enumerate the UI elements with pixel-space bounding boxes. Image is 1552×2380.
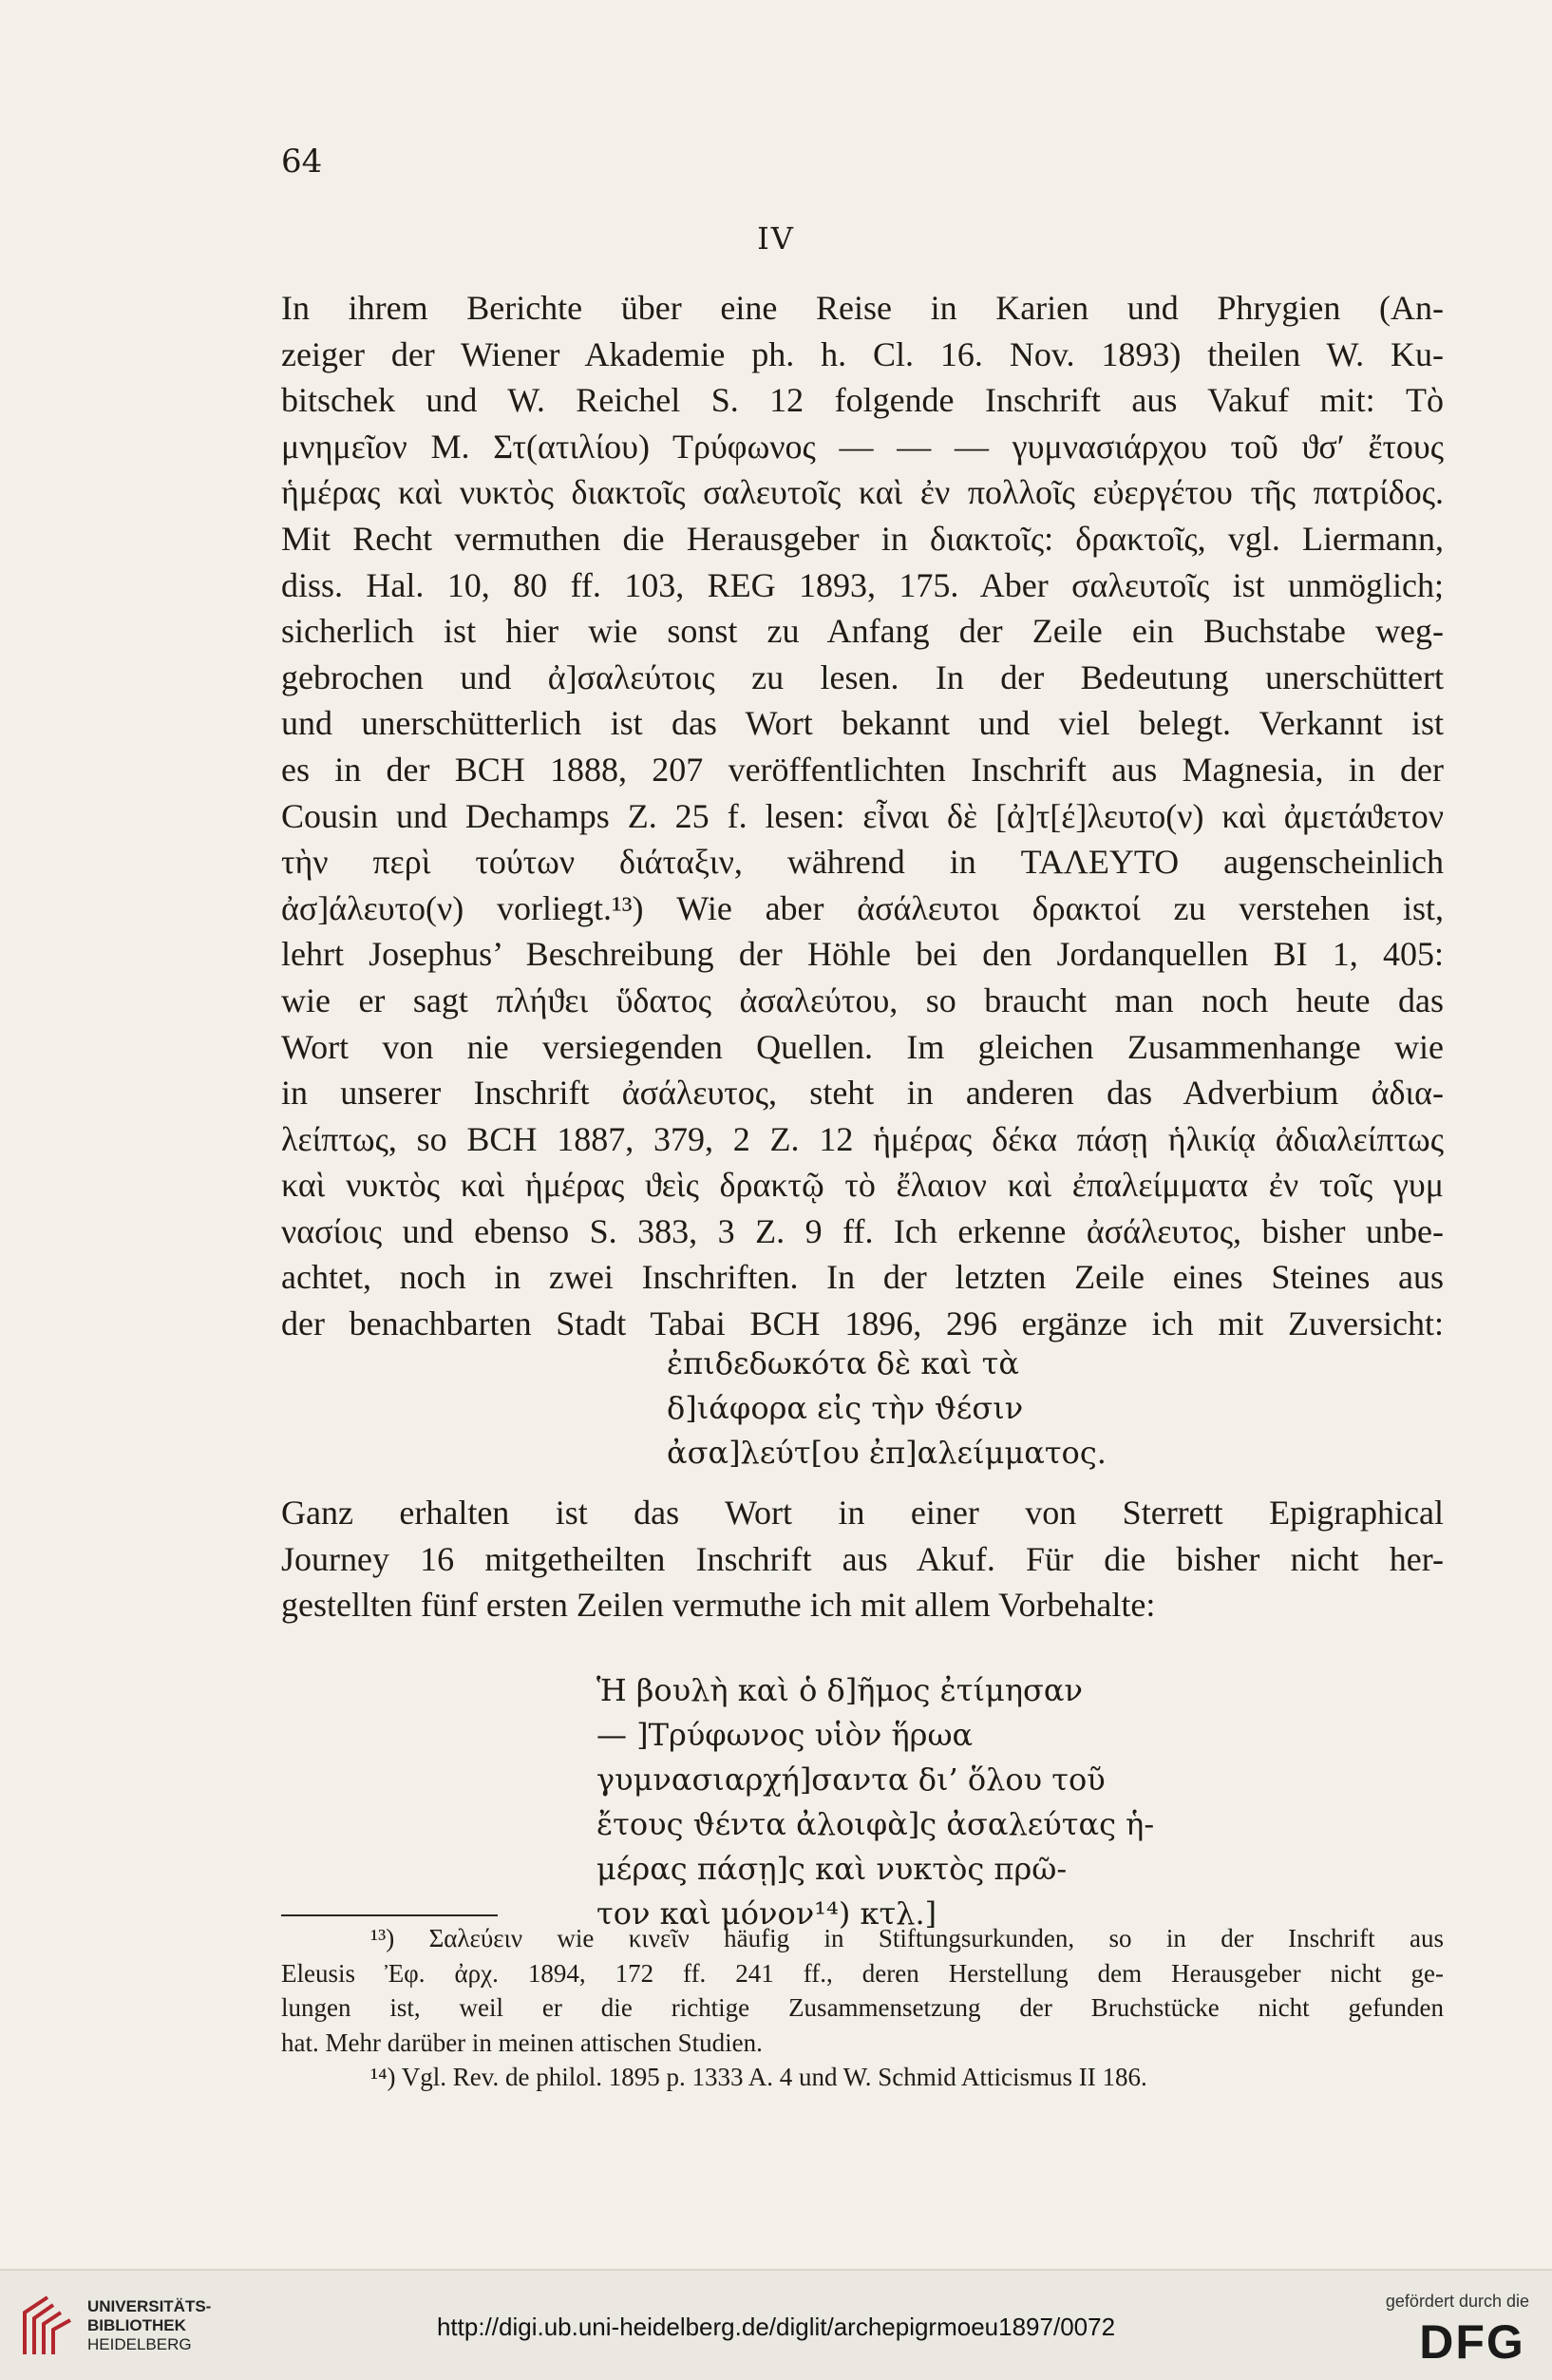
text-line: λείπτως, so BCH 1887, 379, 2 Z. 12 ἡμέρας δέκα πάσῃ ἡλικίᾳ ἀδιαλείπτως: [281, 1119, 1444, 1158]
digitization-footer: [0, 2269, 1552, 2380]
inscription-line: δ]ιάφορα εἰς τὴν ϑέσιν: [667, 1390, 1024, 1426]
inscription-line: — ]Τρύφωνος υἱὸν ἥρωα: [596, 1717, 974, 1753]
text-line: diss. Hal. 10, 80 ff. 103, REG 1893, 175. Aber σαλευτοῖς ist unmöglich;: [281, 565, 1444, 604]
text-line: νασίοις und ebenso S. 383, 3 Z. 9 ff. Ich erkenne ἀσάλευτος, bisher unbe-: [281, 1211, 1444, 1250]
text-line: der benachbarten Stadt Tabai BCH 1896, 296 ergänze ich mit Zuversicht:: [281, 1304, 1444, 1343]
text-line: es in der BCH 1888, 207 veröffentlichten Inschrift aus Magnesia, in der: [281, 750, 1444, 789]
footnote-line: ¹³) Σαλεύειν wie κινεῖν häufig in Stiftungsurkunden, so in der Inschrift aus: [370, 1924, 1444, 1952]
footnote-13: [281, 1921, 1444, 2060]
footnote-line: ¹⁴) Vgl. Rev. de philol. 1895 p. 1333 A. 4 und W. Schmid Atticismus II 186.: [370, 2063, 1147, 2091]
text-line: bitschek und W. Reichel S. 12 folgende Inschrift aus Vakuf mit: Τὸ: [281, 381, 1444, 420]
source-url-link[interactable]: http://digi.ub.uni-heidelberg.de/diglit/archepigrmoeu1897/0072: [436, 2313, 1116, 2341]
funding-label: gefördert durch die: [1385, 2292, 1529, 2311]
inscription-line: Ἡ βουλὴ καὶ ὁ δ]ῆμος ἐτίμησαν: [596, 1672, 1083, 1708]
footnote-14: [281, 2060, 1444, 2095]
text-line: Wort von nie versiegenden Quellen. Im gleichen Zusammenhange wie: [281, 1027, 1444, 1066]
text-line: lehrt Josephus’ Beschreibung der Höhle bei den Jordanquellen BI 1, 405:: [281, 935, 1444, 974]
text-line: in unserer Inschrift ἀσάλευτος, steht in anderen das Adverbium ἀδια-: [281, 1074, 1444, 1113]
inscription-line: ἔτους ϑέντα ἀλοιφὰ]ς ἀσαλεύτας ἡ-: [596, 1806, 1155, 1842]
inscription-line: γυμνασιαρχή]σαντα δι’ ὅλου τοῦ: [596, 1761, 1106, 1798]
text-line: gestellten fünf ersten Zeilen vermuthe ich mit allem Vorbehalte:: [281, 1586, 1156, 1625]
inscription-line: ἀσα]λεύτ[ου ἐπ]αλείμματος.: [667, 1435, 1107, 1471]
text-line: μνημεῖον Μ. Στ(ατιλίου) Τρύφωνος — — — γυμνασιάρχου τοῦ ϑσʹ ἔτους: [281, 427, 1444, 466]
footnote-line: hat. Mehr darüber in meinen attischen Studien.: [281, 2028, 763, 2057]
text-line: gebrochen und ἀ]σαλεύτοις zu lesen. In der Bedeutung unerschüttert: [281, 657, 1444, 696]
text-line: ἡμέρας καὶ νυκτὸς διακτοῖς σαλευτοῖς καὶ ἐν πολλοῖς εὐεργέτου τῆς πατρίδος.: [281, 473, 1444, 512]
footnote-line: lungen ist, weil er die richtige Zusammensetzung der Bruchstücke nicht gefunden: [281, 1993, 1444, 2022]
text-line: wie er sagt πλήϑει ὕδατος ἀσαλεύτου, so braucht man noch heute das: [281, 981, 1444, 1019]
paragraph-1: [281, 285, 1444, 1347]
inscription-line: τον καὶ μόνον¹⁴) κτλ.]: [596, 1895, 937, 1932]
text-line: Ganz erhalten ist das Wort in einer von Sterrett Epigraphical: [281, 1494, 1444, 1532]
text-line: sicherlich ist hier wie sonst zu Anfang der Zeile ein Buchstabe weg-: [281, 612, 1444, 651]
inscription-tabai: [0, 1342, 1552, 1476]
text-line: In ihrem Berichte über eine Reise in Karien und Phrygien (An-: [281, 289, 1444, 327]
text-line: achtet, noch in zwei Inschriften. In der letzten Zeile eines Steines aus: [281, 1258, 1444, 1297]
text-line: zeiger der Wiener Akademie ph. h. Cl. 16. Nov. 1893) theilen W. Ku-: [281, 334, 1444, 373]
footnote-divider: [281, 1914, 498, 1916]
section-heading: IV: [757, 220, 795, 257]
library-name-line: BIBLIOTHEK: [87, 2316, 186, 2334]
inscription-akuf: [0, 1668, 1552, 1936]
library-name-line: HEIDELBERG: [87, 2335, 192, 2353]
text-line: Journey 16 mitgetheilten Inschrift aus Akuf. Für die bisher nicht her-: [281, 1539, 1444, 1578]
inscription-line: μέρας πάσῃ]ς καὶ νυκτὸς πρῶ-: [596, 1851, 1068, 1887]
paragraph-2: [281, 1490, 1444, 1628]
dfg-logo-icon: [1415, 2314, 1529, 2364]
dfg-logo-text: DFG: [1419, 2315, 1525, 2364]
text-line: Mit Recht vermuthen die Herausgeber in διακτοῖς: δρακτοῖς, vgl. Liermann,: [281, 519, 1444, 558]
text-line: und unerschütterlich ist das Wort bekannt und viel belegt. Verkannt ist: [281, 704, 1444, 743]
text-line: ἀσ]άλευτο(ν) vorliegt.¹³) Wie aber ἀσάλευτοι δρακτοί zu verstehen ist,: [281, 888, 1444, 927]
page-number: 64: [281, 143, 323, 181]
text-line: καὶ νυκτὸς καὶ ἡμέρας ϑεὶς δρακτῷ τὸ ἔλαιον καὶ ἐπαλείμματα ἐν τοῖς γυμ: [281, 1166, 1444, 1205]
text-line: τὴν περὶ τούτων διάταξιν, während in ΤΑΛΕΥΤΟ augenscheinlich: [281, 843, 1444, 882]
footnote-line: Eleusis Ἐφ. ἀρχ. 1894, 172 ff. 241 ff., deren Herstellung dem Herausgeber nicht ge-: [281, 1958, 1444, 1988]
library-name-line: UNIVERSITÄTS-: [87, 2297, 212, 2315]
text-line: Cousin und Dechamps Z. 25 f. lesen: εἶναι δὲ [ἀ]τ[έ]λευτο(ν) καὶ ἀμετάϑετον: [281, 796, 1444, 835]
inscription-line: ἐπιδεδωκότα δὲ καὶ τὰ: [667, 1345, 1019, 1381]
